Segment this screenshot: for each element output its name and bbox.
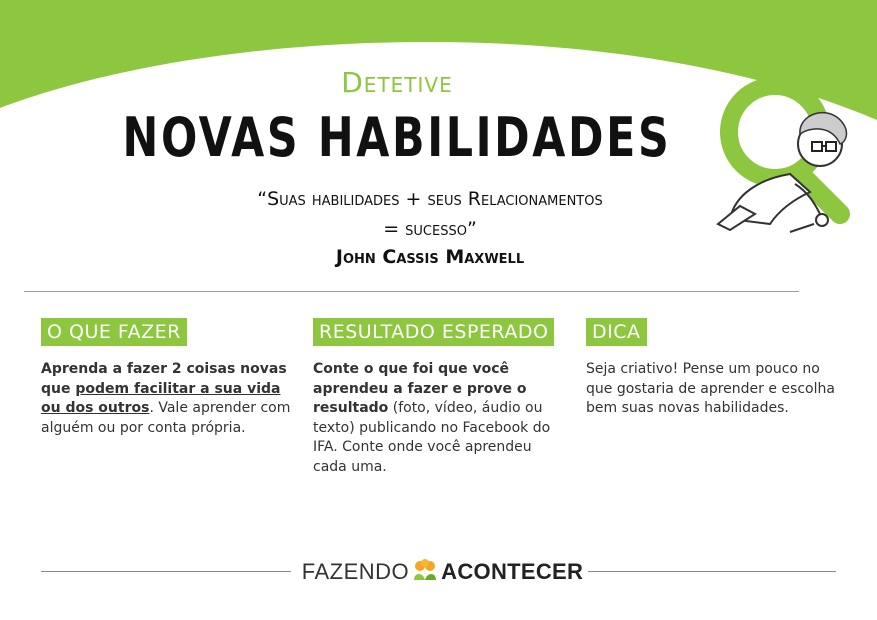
body-text-regular: . Vale aprender com alguém ou por conta própria. — [41, 400, 291, 436]
column-tip — [586, 318, 836, 419]
quote-line-2: = sucesso” — [383, 218, 477, 240]
brand-word-2: ACONTECER — [441, 559, 584, 584]
footer-line-right — [588, 571, 836, 572]
section-body — [41, 360, 291, 438]
sprout-logo-icon — [411, 558, 439, 586]
brand-word-1: FAZENDO — [301, 559, 410, 584]
section-body — [313, 360, 563, 477]
quote-author: John Cassis Maxwell — [335, 246, 525, 268]
column-expected-result — [313, 318, 563, 477]
section-divider — [24, 291, 799, 292]
footer-brand — [300, 557, 585, 587]
body-text-underlined: podem facilitar a sua vida ou dos outros — [41, 380, 281, 416]
section-tag: DICA — [586, 318, 647, 346]
quote — [180, 184, 680, 244]
quote-line-1: “Suas habilidades + seus Relacionamentos — [257, 188, 603, 210]
column-what-to-do — [41, 318, 291, 438]
body-text-regular: Seja criativo! Pense um pouco no que gostaria de aprender e escolha bem suas novas habilidades. — [586, 361, 835, 416]
section-tag: RESULTADO ESPERADO — [313, 318, 554, 346]
section-tag: O QUE FAZER — [41, 318, 187, 346]
body-text-bold: Conte o que foi que você aprendeu a fazer e prove o resultado — [313, 361, 527, 416]
kicker-label: Detetive — [341, 66, 453, 99]
body-text-regular: (foto, vídeo, áudio ou texto) publicando no Facebook do IFA. Conte onde você aprendeu cada uma. — [313, 400, 551, 475]
detective-illustration — [700, 74, 860, 244]
body-text-bold: Aprenda a fazer 2 coisas novas que — [41, 361, 287, 397]
page-title: NOVAS HABILIDADES — [122, 106, 672, 169]
footer-line-left — [41, 571, 291, 572]
section-body — [586, 360, 836, 419]
